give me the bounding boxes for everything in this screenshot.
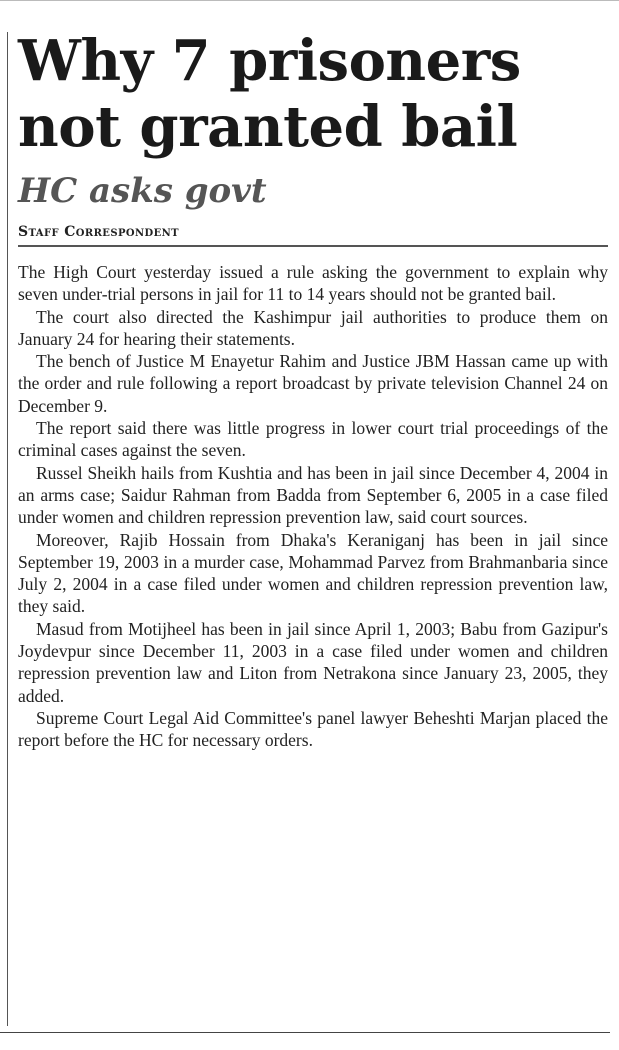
article-body xyxy=(18,261,608,752)
paragraph: The High Court yesterday issued a rule asking the government to explain why seven under-trial persons in jail for 11 to 14 years should not be granted bail. xyxy=(18,262,608,305)
news-article xyxy=(18,28,608,752)
paragraph: The bench of Justice M Enayetur Rahim and Justice JBM Hassan came up with the order and rule following a report broadcast by private television Channel 24 on December 9. xyxy=(18,351,608,416)
subheadline: HC asks govt xyxy=(18,171,267,211)
headline: Why 7 prisoners not granted bail xyxy=(18,28,521,160)
top-rule xyxy=(0,0,619,1)
paragraph: Russel Sheikh hails from Kushtia and has been in jail since December 4, 2004 in an arms case; Saidur Rahman from Badda from September 6, 2005 in a case filed under women and children repression prevention law, said court sources. xyxy=(18,462,608,528)
paragraph: The court also directed the Kashimpur jail authorities to produce them on January 24 for hearing their statements. xyxy=(18,306,608,349)
paragraph: The report said there was little progress in lower court trial proceedings of the criminal cases against the seven. xyxy=(18,418,608,461)
byline: Staff Correspondent xyxy=(18,224,608,247)
paragraph: Masud from Motijheel has been in jail since April 1, 2003; Babu from Gazipur's Joydevpur since December 11, 2003 in a case filed under women and children repression prevention law and Liton from Netrakona since January 23, 2005, they added. xyxy=(18,618,608,706)
paragraph: Moreover, Rajib Hossain from Dhaka's Keraniganj has been in jail since September 19, 2003 in a murder case, Mohammad Parvez from Brahmanbaria since July 2, 2004 in a case filed under women and children repression prevention law, they said. xyxy=(18,529,608,617)
column-rule xyxy=(7,32,8,1026)
bottom-rule xyxy=(0,1032,610,1033)
paragraph: Supreme Court Legal Aid Committee's panel lawyer Beheshti Marjan placed the report before the HC for necessary orders. xyxy=(18,707,608,751)
